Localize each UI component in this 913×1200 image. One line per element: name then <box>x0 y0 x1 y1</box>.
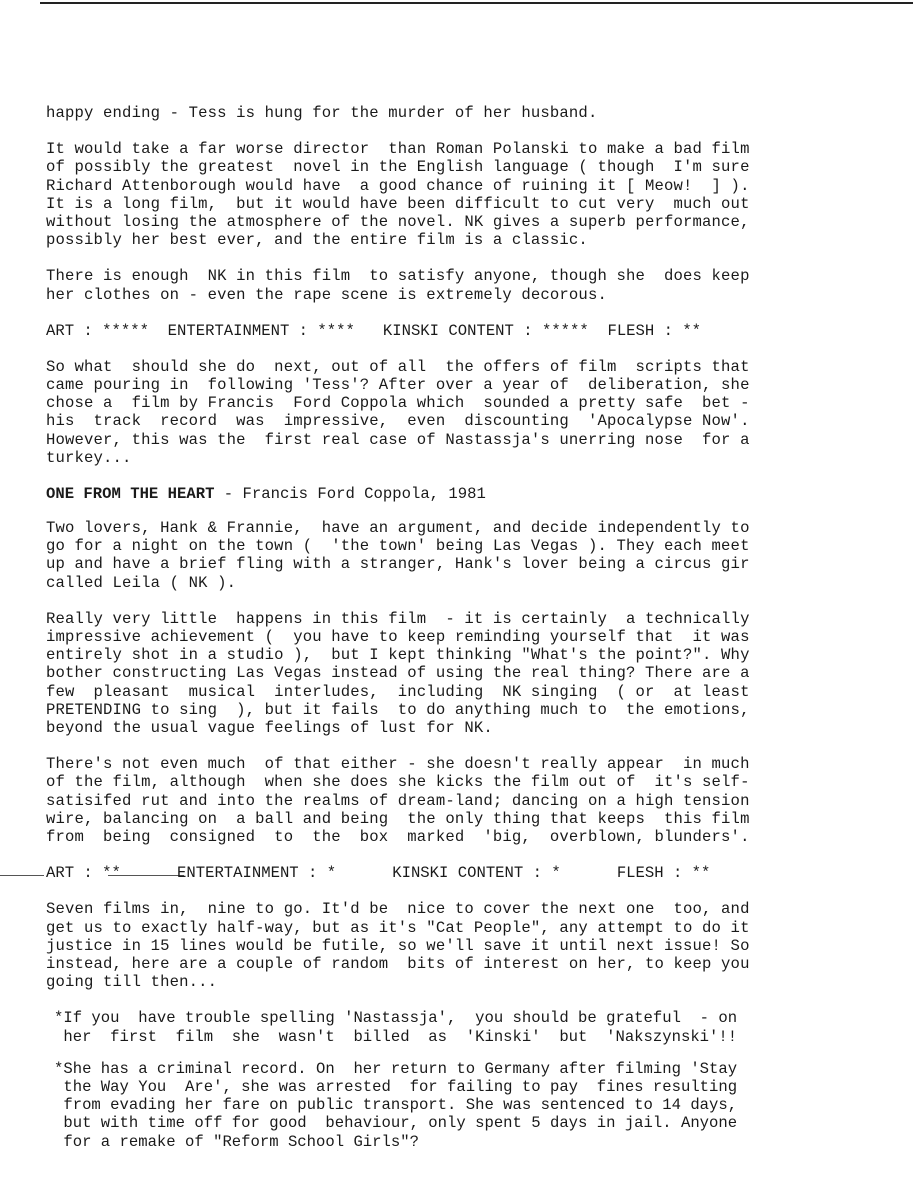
paragraph-review-cont: There's not even much of that either - she doesn't really appear in much of the film, although when she does she kicks the film out of it's self- satisifed rut and into the realms of dream-land; dancing on a high tension wire, balancing on a ball and being the only thing that keeps this film from being consigned to the box marked 'big, overblown, blunders'. <box>46 755 750 847</box>
hand-drawn-line <box>0 875 44 876</box>
paragraph-next-film: So what should she do next, out of all the offers of film scripts that came pouring in following 'Tess'? After over a year of deliberation, she chose a film by Francis Ford Coppola which sounded a pretty safe bet - his track record was impressive, even discounting 'Apocalypse Now'. However, this was the first real case of Nastassja's unerring nose for a turkey... <box>46 357 750 467</box>
paragraph-seven-films: Seven films in, nine to go. It'd be nice to cover the next one too, and get us to exactly half-way, but as it's "Cat People", any attempt to do it justice in 15 lines would be futile, so we'll save it until next issue! So instead, here are a couple of random bits of interest on her, to keep you going till then... <box>46 900 750 992</box>
paragraph-polanski: It would take a far worse director than Roman Polanski to make a bad film of possibly the greatest novel in the English language ( though I'm sure Richard Attenborough would have a good chance of ruining it [ Meow! ] ). It is a long film, but it would have been difficult to cut very much out without losing the atmosphere of the novel. NK gives a superb performance, possibly her best ever, and the entire film is a classic. <box>46 140 750 250</box>
paragraph-nk-content: There is enough NK in this film to satisfy anyone, though she does keep her clothes on - even the rape scene is extremely decorous. <box>46 267 750 304</box>
film-director-year: - Francis Ford Coppola, 1981 <box>214 485 486 504</box>
bullet-spelling: *If you have trouble spelling 'Nastassja', you should be grateful - on her first film she wasn't billed as 'Kinski' but 'Nakszynski'!! <box>54 1009 738 1046</box>
rating-line-tess: ART : ***** ENTERTAINMENT : **** KINSKI CONTENT : ***** FLESH : ** <box>46 321 702 340</box>
film-heading <box>46 485 868 503</box>
page-top-edge <box>40 2 913 4</box>
paragraph-review: Really very little happens in this film - it is certainly a technically impressive achievement ( you have to keep reminding yourself that it was entirely shot in a studio ), but I kept thinking "What's the point?". Why bother constructing Las Vegas instead of using the real thing? There are a few pleasant musical interludes, including NK singing ( or at least PRETENDING to sing ), but it fails to do anything much to the emotions, beyond the usual vague feelings of lust for NK. <box>46 609 750 738</box>
paragraph-tess-ending: happy ending - Tess is hung for the murder of her husband. <box>46 104 598 122</box>
paragraph-plot: Two lovers, Hank & Frannie, have an argument, and decide independently to go for a night on the town ( 'the town' being Las Vegas ). They each meet up and have a brief fling with a stranger, Hank's lover being a circus gir called Leila ( NK ). <box>46 519 750 592</box>
film-title: ONE FROM THE HEART <box>46 485 215 504</box>
rating-line-heart: ART : ** ENTERTAINMENT : * KINSKI CONTENT : * FLESH : ** <box>46 864 711 883</box>
document-page <box>46 104 868 1165</box>
bullet-criminal-record: *She has a criminal record. On her return to Germany after filming 'Stay the Way You Are', she was arrested for failing to pay fines resulting from evading her fare on public transport. She was sentenced to 14 days, but with time off for good behaviour, only spent 5 days in jail. Anyone for a remake of "Reform School Girls"? <box>54 1059 738 1151</box>
